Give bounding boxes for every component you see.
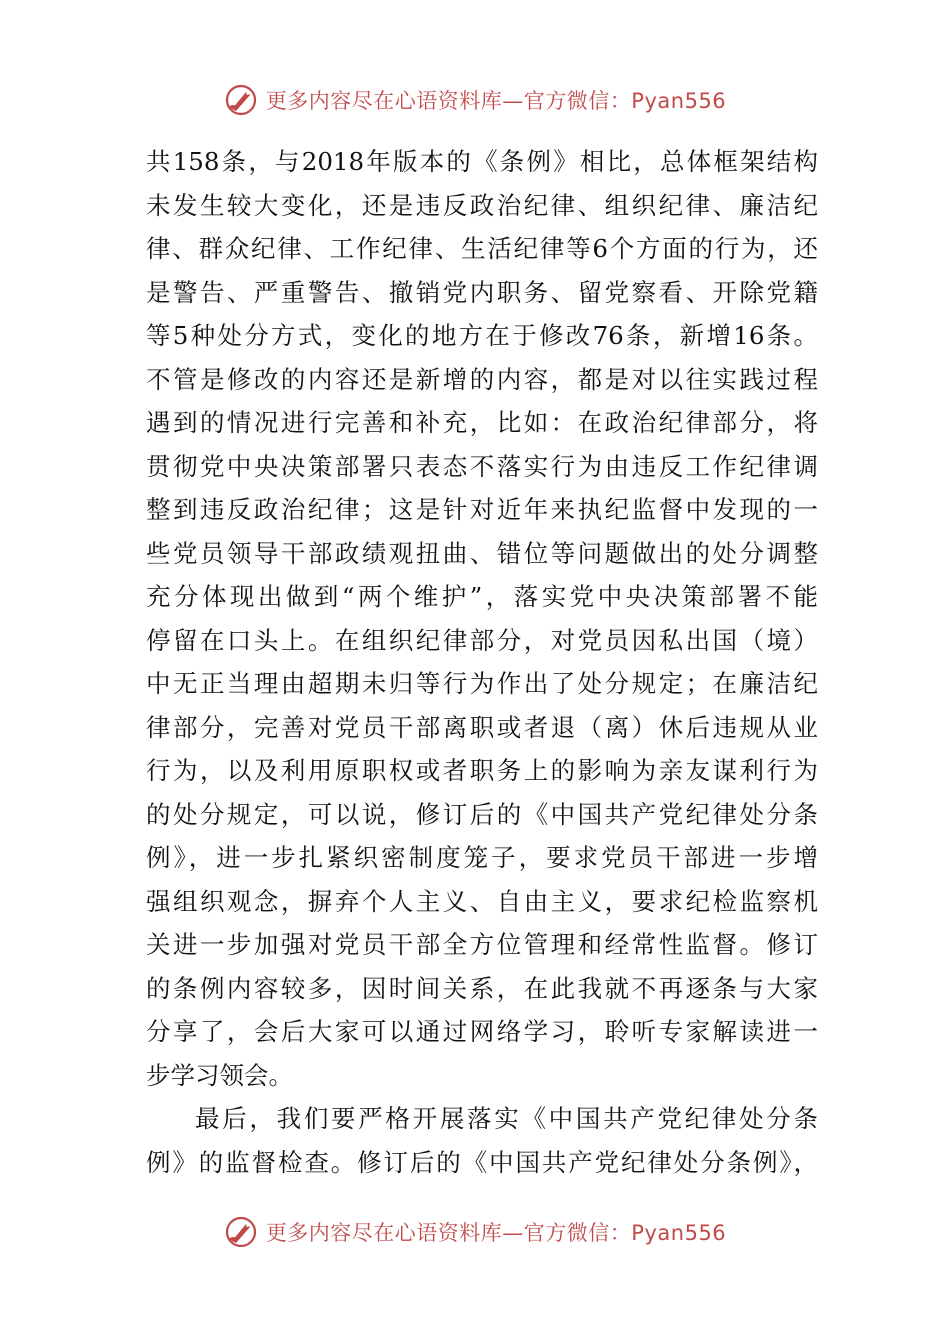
- text-line: 律、群众纪律、工作纪律、生活纪律等6个方面的行为，还: [146, 234, 818, 263]
- text-line: 充分体现出做到“两个维护”，落实党中央决策部署不能: [146, 582, 818, 611]
- header-watermark: [0, 80, 950, 120]
- text-line: 律部分，完善对党员干部离职或者退（离）休后违规从业: [146, 712, 818, 742]
- pen-nib-logo-icon: [224, 1215, 258, 1249]
- paragraph-end-line: 步学习领会。: [146, 1060, 293, 1090]
- text-line: 停留在口头上。在组织纪律部分，对党员因私出国（境）: [146, 625, 818, 655]
- footer-watermark: [0, 1212, 950, 1252]
- watermark-text: 更多内容尽在心语资料库—官方微信：Pyan556: [265, 1221, 727, 1245]
- text-line: 不管是修改的内容还是新增的内容，都是对以往实践过程: [146, 364, 818, 394]
- text-line: 的处分规定，可以说，修订后的《中国共产党纪律处分条: [146, 799, 818, 829]
- text-line: 遇到的情况进行完善和补充，比如：在政治纪律部分，将: [146, 408, 818, 437]
- text-line: 未发生较大变化，还是违反政治纪律、组织纪律、廉洁纪: [146, 190, 818, 220]
- pen-nib-logo-icon: [224, 83, 258, 117]
- text-line: 些党员领导干部政绩观扭曲、错位等问题做出的处分调整: [146, 538, 818, 568]
- text-line: 中无正当理由超期未归等行为作出了处分规定；在廉洁纪: [146, 669, 818, 698]
- text-line: 等5种处分方式，变化的地方在于修改76条，新增16条。: [146, 321, 818, 350]
- text-line: 行为，以及利用原职权或者职务上的影响为亲友谋利行为: [146, 756, 818, 785]
- text-line: 关进一步加强对党员干部全方位管理和经常性监督。修订: [146, 930, 818, 959]
- paragraph-start-line: 最后，我们要严格开展落实《中国共产党纪律处分条: [195, 1104, 818, 1133]
- text-line: 强组织观念，摒弃个人主义、自由主义，要求纪检监察机: [146, 886, 818, 916]
- text-line: 的条例内容较多，因时间关系，在此我就不再逐条与大家: [146, 973, 818, 1003]
- text-line: 分享了，会后大家可以通过网络学习，聆听专家解读进一: [146, 1017, 818, 1046]
- document-body: [146, 140, 818, 1184]
- text-line: 共158条，与2018年版本的《条例》相比，总体框架结构: [146, 147, 818, 176]
- text-line: 整到违反政治纪律；这是针对近年来执纪监督中发现的一: [146, 495, 818, 524]
- watermark-text: 更多内容尽在心语资料库—官方微信：Pyan556: [265, 89, 727, 113]
- text-line: 是警告、严重警告、撤销党内职务、留党察看、开除党籍: [146, 277, 818, 307]
- text-line: 例》，进一步扎紧织密制度笼子，要求党员干部进一步增: [146, 843, 818, 872]
- text-line: 例》的监督检查。修订后的《中国共产党纪律处分条例》，: [146, 1147, 818, 1177]
- text-line: 贯彻党中央决策部署只表态不落实行为由违反工作纪律调: [146, 451, 818, 481]
